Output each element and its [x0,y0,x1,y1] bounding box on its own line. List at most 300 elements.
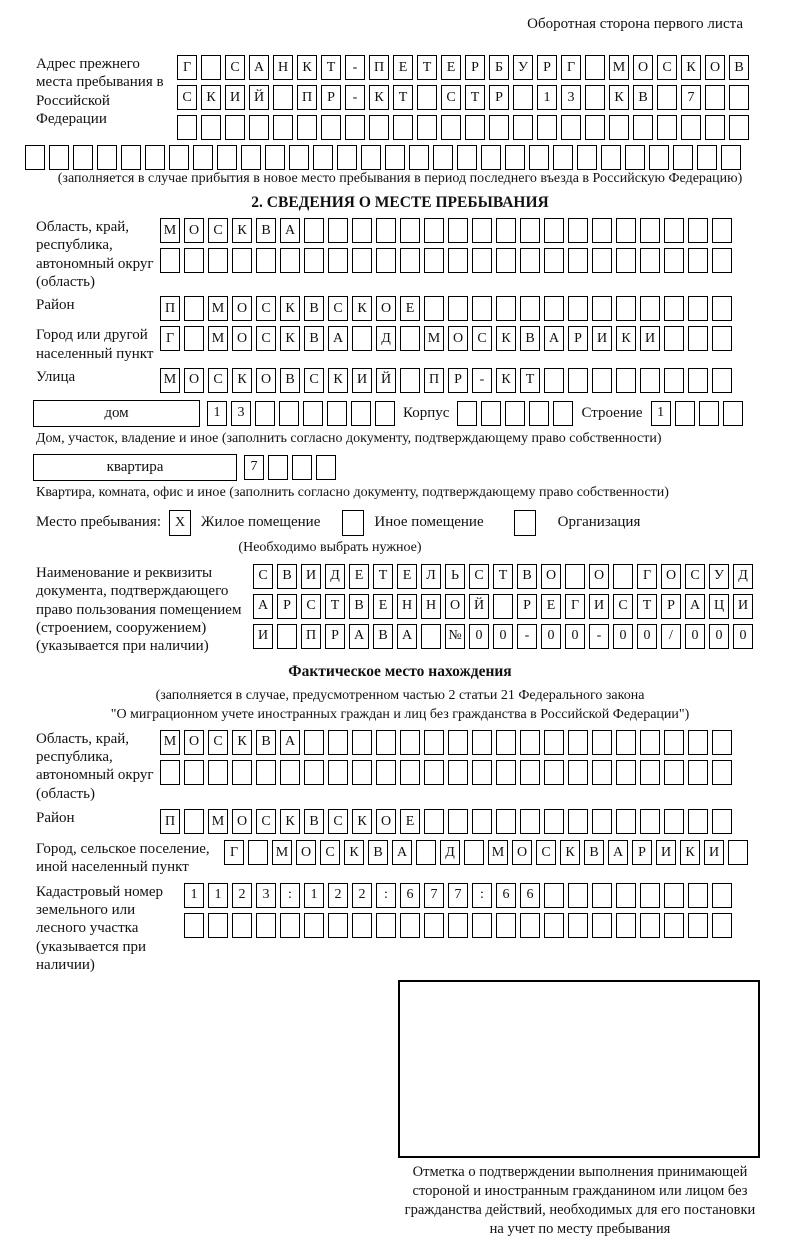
char-cell [448,248,468,273]
document-row-3 [253,624,757,649]
char-cell [376,218,396,243]
char-cell: М [609,55,629,80]
char-cell [544,368,564,393]
char-cell: О [512,840,532,865]
char-cell: Т [393,85,413,110]
section2-title: 2. СВЕДЕНИЯ О МЕСТЕ ПРЕБЫВАНИЯ [251,194,549,212]
char-cell [277,624,297,649]
char-cell: Т [321,55,341,80]
cadastral-label: Кадастровый номер земельного или лесного участка (указывается при наличии) [36,883,163,973]
char-cell [592,296,612,321]
char-cell: А [544,326,564,351]
document-boxes [253,564,757,654]
char-cell: 6 [400,883,420,908]
char-cell [496,248,516,273]
char-cell: П [301,624,321,649]
char-cell [568,809,588,834]
region2-field [36,730,800,803]
char-cell [592,883,612,908]
char-cell: Г [637,564,657,589]
apartment-note: Квартира, комната, офис и иное (заполнить согласно документу, подтверждающему право собственности) [36,484,669,500]
char-cell: А [328,326,348,351]
char-cell: 7 [448,883,468,908]
char-cell: К [232,730,252,755]
char-cell [640,913,660,938]
char-cell [568,296,588,321]
char-cell: И [640,326,660,351]
char-cell: А [280,730,300,755]
char-cell: К [328,368,348,393]
char-cell: 0 [493,624,513,649]
char-cell [688,368,708,393]
char-cell [496,760,516,785]
char-cell [513,115,533,140]
char-cell [472,913,492,938]
char-cell: И [253,624,273,649]
district2-row [160,809,736,834]
char-cell: К [344,840,364,865]
document-label: Наименование и реквизиты документа, подтверждающего право пользования помещением (строением, сооружением) (указывается при наличии) [36,564,242,655]
actual-location-note-1: (заполняется в случае, предусмотренном частью 2 статьи 21 Федерального закона [155,688,645,704]
char-cell [424,913,444,938]
char-cell: Т [637,594,657,619]
char-cell: Г [561,55,581,80]
char-cell [585,55,605,80]
char-cell: К [560,840,580,865]
char-cell: К [681,55,701,80]
stamp-caption [390,1163,770,1240]
char-cell [544,248,564,273]
char-cell: Р [489,85,509,110]
char-cell [712,326,732,351]
char-cell: И [589,594,609,619]
char-cell [649,145,669,170]
char-cell [441,115,461,140]
char-cell [304,760,324,785]
char-cell [664,883,684,908]
char-cell [723,401,743,426]
char-cell [601,145,621,170]
char-cell: О [296,840,316,865]
char-cell [160,248,180,273]
char-cell: Й [249,85,269,110]
char-cell: С [304,368,324,393]
char-cell [433,145,453,170]
char-cell [585,115,605,140]
char-cell [496,296,516,321]
city-label: Город или другой населенный пункт [36,327,154,362]
char-cell [664,368,684,393]
char-cell [409,145,429,170]
char-cell [352,248,372,273]
char-cell: Д [440,840,460,865]
char-cell: 0 [565,624,585,649]
prev-address-note: (заполняется в случае прибытия в новое место пребывания в период последнего въезда в Российскую Федерацию) [57,171,743,186]
char-cell: О [541,564,561,589]
char-cell [184,809,204,834]
char-cell [640,296,660,321]
char-cell: А [280,218,300,243]
char-cell: 0 [469,624,489,649]
char-cell [448,760,468,785]
char-cell: Д [325,564,345,589]
char-cell: 1 [651,401,671,426]
char-cell [232,913,252,938]
char-cell: О [589,564,609,589]
char-cell: О [256,368,276,393]
char-cell: О [184,368,204,393]
char-cell [400,218,420,243]
char-cell: Б [489,55,509,80]
checkbox-organization [514,510,536,536]
char-cell [712,248,732,273]
char-cell: И [301,564,321,589]
city2-field [36,840,800,877]
stay-type-field [36,510,800,536]
char-cell: С [536,840,556,865]
char-cell: С [208,218,228,243]
char-cell [729,115,749,140]
char-cell [472,248,492,273]
char-cell [609,115,629,140]
char-cell: 3 [231,401,251,426]
char-cell: В [373,624,393,649]
char-cell: Н [421,594,441,619]
char-cell [592,760,612,785]
char-cell [184,913,204,938]
char-cell: - [345,85,365,110]
char-cell [712,760,732,785]
char-cell [417,85,437,110]
char-cell: - [345,55,365,80]
char-cell [400,730,420,755]
char-cell: В [729,55,749,80]
korpus-label: Корпус [403,404,450,421]
char-cell: М [160,730,180,755]
char-cell [592,218,612,243]
char-cell [273,85,293,110]
char-cell [705,115,725,140]
char-cell [376,730,396,755]
char-cell [169,145,189,170]
char-cell: А [253,594,273,619]
char-cell [688,730,708,755]
char-cell [217,145,237,170]
district2-field [36,809,800,834]
char-cell [328,760,348,785]
char-cell [256,913,276,938]
char-cell [544,730,564,755]
char-cell [721,145,741,170]
char-cell: О [448,326,468,351]
char-cell [49,145,69,170]
char-cell [457,401,477,426]
char-cell [675,401,695,426]
char-cell [529,145,549,170]
char-cell: О [445,594,465,619]
char-cell: К [609,85,629,110]
char-cell: О [376,296,396,321]
char-cell [417,115,437,140]
char-cell [520,218,540,243]
char-cell: С [208,730,228,755]
char-cell [565,564,585,589]
char-cell [328,248,348,273]
house-field [33,400,800,427]
char-cell [361,145,381,170]
char-cell [25,145,45,170]
char-cell: № [445,624,465,649]
char-cell [688,296,708,321]
char-cell: 0 [637,624,657,649]
char-cell: С [328,809,348,834]
char-cell: Е [441,55,461,80]
char-cell: Е [349,564,369,589]
house-number-row [207,401,399,426]
apartment-row [244,455,340,480]
char-cell [544,760,564,785]
char-cell [289,145,309,170]
option-residential-label: Жилое помещение [201,514,321,531]
char-cell [376,248,396,273]
char-cell [424,248,444,273]
char-cell: 6 [520,883,540,908]
char-cell: В [304,809,324,834]
char-cell: О [184,218,204,243]
char-cell [472,760,492,785]
char-cell [688,248,708,273]
char-cell [664,809,684,834]
house-box-label: дом [33,400,200,427]
char-cell [568,883,588,908]
char-cell [544,913,564,938]
region-row-1 [160,218,736,243]
char-cell [268,455,288,480]
char-cell: М [488,840,508,865]
char-cell [121,145,141,170]
char-cell [424,730,444,755]
char-cell [304,218,324,243]
char-cell: К [280,326,300,351]
char-cell: С [328,296,348,321]
char-cell [472,809,492,834]
char-cell: С [441,85,461,110]
char-cell [352,760,372,785]
char-cell [493,594,513,619]
char-cell [616,883,636,908]
char-cell [568,368,588,393]
char-cell: 7 [244,455,264,480]
char-cell: 1 [184,883,204,908]
char-cell [688,218,708,243]
document-row-2 [253,594,757,619]
char-cell [249,115,269,140]
char-cell [616,760,636,785]
char-cell: И [733,594,753,619]
char-cell: С [256,326,276,351]
char-cell: В [277,564,297,589]
apartment-box-label: квартира [33,454,237,481]
char-cell [208,913,228,938]
char-cell [321,115,341,140]
prev-address-block [36,55,800,145]
char-cell [712,913,732,938]
char-cell [424,218,444,243]
prev-address-row-4 [25,145,800,170]
char-cell: Р [537,55,557,80]
char-cell [664,760,684,785]
char-cell [520,913,540,938]
char-cell [616,218,636,243]
char-cell: Е [373,594,393,619]
char-cell [592,913,612,938]
char-cell [616,368,636,393]
char-cell [613,564,633,589]
char-cell [352,730,372,755]
char-cell: П [297,85,317,110]
char-cell [292,455,312,480]
char-cell [400,760,420,785]
char-cell [712,883,732,908]
char-cell: Е [400,809,420,834]
char-cell [616,248,636,273]
checkbox-residential: X [169,510,191,536]
char-cell: Е [393,55,413,80]
char-cell [537,115,557,140]
char-cell [304,913,324,938]
char-cell [496,730,516,755]
char-cell [505,145,525,170]
korpus-row [457,401,577,426]
char-cell: Р [277,594,297,619]
char-cell [664,730,684,755]
char-cell [385,145,405,170]
char-cell [400,326,420,351]
char-cell: В [520,326,540,351]
char-cell [255,401,275,426]
char-cell [513,85,533,110]
char-cell: К [496,368,516,393]
char-cell: Т [465,85,485,110]
stay-type-note: (Необходимо выбрать нужное) [238,539,422,555]
back-side-note: Оборотная сторона первого листа [527,16,743,32]
region2-boxes [160,730,736,790]
char-cell: Р [632,840,652,865]
char-cell [496,809,516,834]
char-cell [712,809,732,834]
char-cell: 1 [537,85,557,110]
char-cell: О [232,326,252,351]
char-cell [657,85,677,110]
region2-label: Область, край, республика, автономный округ (область) [36,730,154,802]
char-cell: Н [397,594,417,619]
char-cell [328,730,348,755]
char-cell: 7 [681,85,701,110]
char-cell [616,296,636,321]
char-cell [232,248,252,273]
cadastral-row-2 [184,913,736,938]
char-cell [520,730,540,755]
char-cell: 0 [613,624,633,649]
char-cell [457,145,477,170]
char-cell [352,218,372,243]
char-cell: М [272,840,292,865]
char-cell [568,913,588,938]
char-cell: 6 [496,883,516,908]
char-cell [633,115,653,140]
char-cell: - [517,624,537,649]
char-cell: П [160,296,180,321]
char-cell: В [304,296,324,321]
char-cell: С [253,564,273,589]
document-row-1 [253,564,757,589]
char-cell [369,115,389,140]
char-cell: Р [517,594,537,619]
char-cell [337,145,357,170]
char-cell: Г [224,840,244,865]
city-row [160,326,736,351]
char-cell: Г [160,326,180,351]
region-row-2 [160,248,736,273]
char-cell: В [349,594,369,619]
char-cell [496,218,516,243]
char-cell: К [201,85,221,110]
char-cell [184,248,204,273]
char-cell [424,296,444,321]
char-cell [664,326,684,351]
char-cell: В [633,85,653,110]
street-field [36,368,800,393]
char-cell: 2 [328,883,348,908]
char-cell: 0 [541,624,561,649]
char-cell: В [368,840,388,865]
char-cell [376,913,396,938]
char-cell: В [584,840,604,865]
apartment-field [33,454,800,481]
char-cell: В [256,218,276,243]
char-cell: 7 [424,883,444,908]
char-cell: О [232,809,252,834]
char-cell [553,145,573,170]
char-cell [712,730,732,755]
char-cell [699,401,719,426]
char-cell: У [709,564,729,589]
char-cell [568,218,588,243]
char-cell [640,760,660,785]
char-cell: В [304,326,324,351]
char-cell [352,913,372,938]
char-cell: М [208,296,228,321]
char-cell: - [472,368,492,393]
actual-location-note-2: "О миграционном учете иностранных граждан и лиц без гражданства в Российской Федерации") [110,706,690,722]
char-cell [688,809,708,834]
city2-label: Город, сельское поселение, иной населенный пункт [36,841,210,876]
char-cell [328,218,348,243]
char-cell [577,145,597,170]
char-cell [279,401,299,426]
char-cell: К [369,85,389,110]
char-cell [520,809,540,834]
char-cell [640,809,660,834]
char-cell: С [301,594,321,619]
char-cell [544,883,564,908]
char-cell [625,145,645,170]
char-cell [544,296,564,321]
char-cell: Д [733,564,753,589]
cadastral-boxes [184,883,736,943]
char-cell [393,115,413,140]
char-cell [73,145,93,170]
